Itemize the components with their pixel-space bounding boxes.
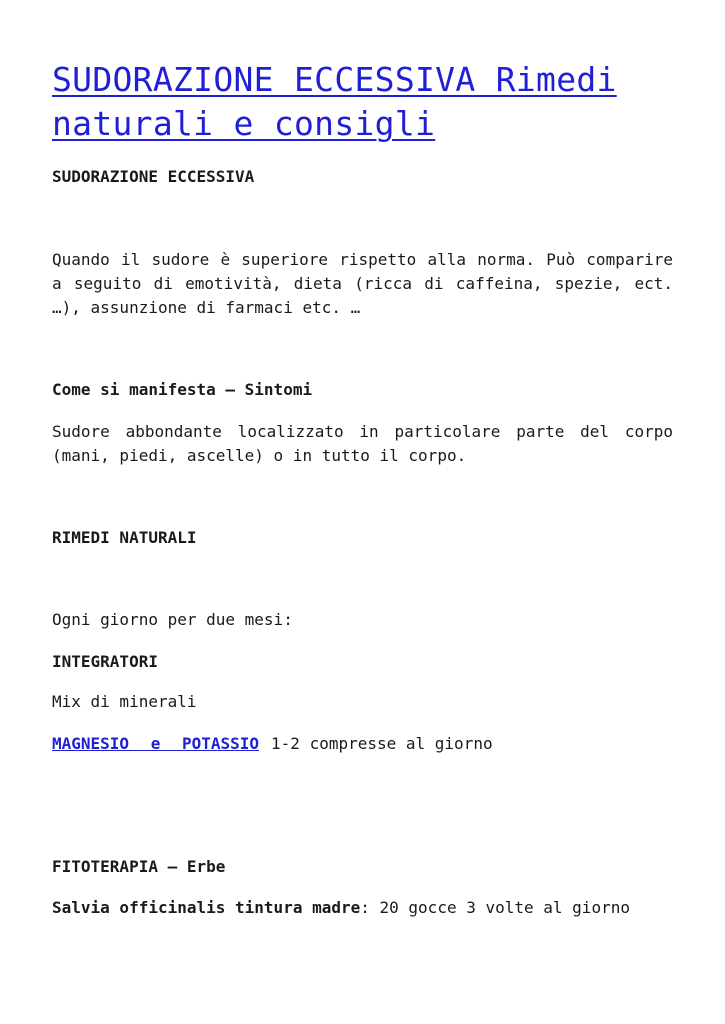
- dosage-intro: Ogni giorno per due mesi:: [52, 610, 293, 629]
- minerali-text: Mix di minerali: [52, 692, 197, 711]
- heading-integratori: INTEGRATORI: [52, 652, 158, 671]
- title-link[interactable]: SUDORAZIONE ECCESSIVA Rimedi naturali e consigli: [52, 60, 617, 143]
- magnesio-link[interactable]: MAGNESIO e POTASSIO: [52, 734, 260, 753]
- heading-fitoterapia: FITOTERAPIA – Erbe: [52, 857, 226, 876]
- salvia-line: [52, 896, 673, 920]
- heading-sintomi: Come si manifesta – Sintomi: [52, 380, 313, 399]
- page-title: [52, 58, 673, 146]
- heading-rimedi: RIMEDI NATURALI: [52, 528, 197, 547]
- magnesio-dose: 1-2 compresse al giorno: [271, 734, 493, 753]
- heading-sudorazione: SUDORAZIONE ECCESSIVA: [52, 167, 255, 186]
- salvia-dose: : 20 gocce 3 volte al giorno: [360, 898, 630, 917]
- magnesio-line: [52, 732, 673, 756]
- salvia-label: Salvia officinalis tintura madre: [52, 898, 361, 917]
- intro-paragraph: Quando il sudore è superiore rispetto alla norma. Può comparire a seguito di emotività, dieta (ricca di caffeina, spezie, ect. …), assunzione di farmaci etc. …: [52, 250, 673, 317]
- sintomi-paragraph: Sudore abbondante localizzato in particolare parte del corpo (mani, piedi, ascelle) o in tutto il corpo.: [52, 422, 673, 465]
